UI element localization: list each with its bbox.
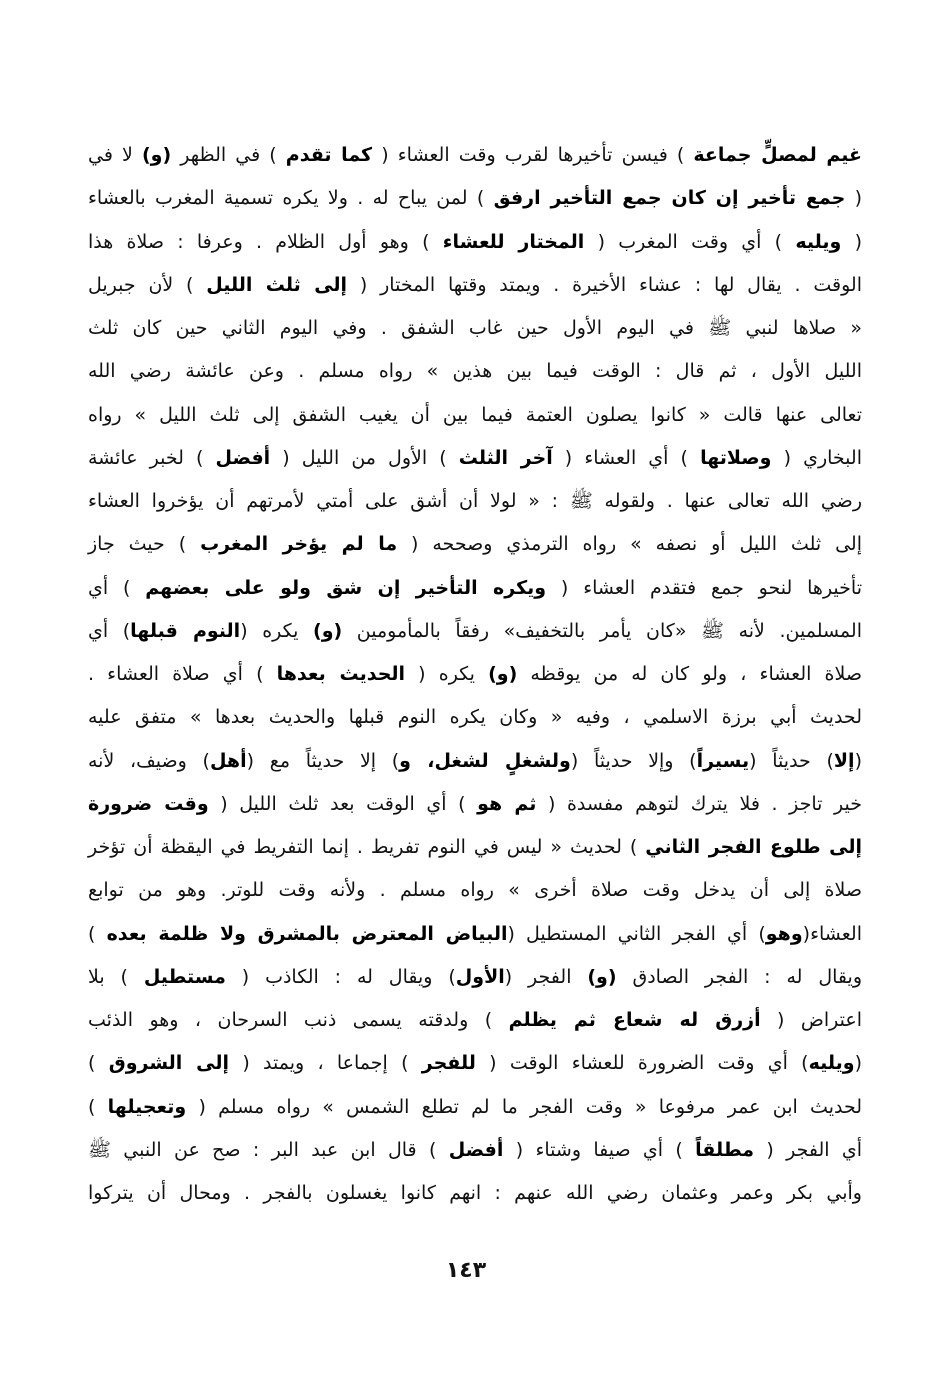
commentary-text: إلى ثلث الليل أو نصفه » رواه الترمذي وصححه ( (397, 533, 862, 556)
commentary-text: ( (854, 1052, 862, 1075)
text-line (88, 962, 862, 992)
text-line (88, 832, 862, 862)
bold-matn-text: البياض المعترض بالمشرق ولا ظلمة بعده (106, 922, 508, 945)
text-line (88, 702, 862, 732)
commentary-text: ) أي العشاء ( (552, 446, 701, 469)
commentary-text: أي الفجر ( (754, 1138, 863, 1161)
bold-matn-text: جمع تأخير إن كان جمع التأخير ارفق (493, 187, 846, 210)
commentary-text: « صلاها لنبي ﷺ في اليوم الأول حين غاب الشفق . وفي اليوم الثاني حين كان ثلث (88, 317, 862, 339)
text-line (88, 183, 862, 213)
commentary-text: خير تاجز . فلا يترك لتوهم مفسدة ( (536, 792, 862, 815)
commentary-text: ) حديثاً ( (749, 749, 834, 772)
commentary-text: ) أي صلاة العشاء . (88, 663, 277, 685)
commentary-text: ) أي صيفا وشتاء ( (503, 1138, 696, 1161)
bold-matn-text: ويكره التأخير إن شق ولو على بعضهم (145, 576, 547, 599)
commentary-text: الفجر ( (504, 965, 588, 988)
bold-matn-text: (و) (488, 663, 518, 685)
commentary-text: ) حيث جاز (88, 533, 201, 556)
commentary-text: تأخيرها لنحو جمع فتقدم العشاء ( (546, 576, 862, 599)
bold-matn-text: أزرق له شعاع ثم يظلم (508, 1009, 761, 1031)
commentary-text: ) أي (88, 619, 131, 642)
commentary-text: رضي الله تعالى عنها . ولقوله ﷺ : « لولا أن أشق على أمتي لأمرتهم أن يؤخروا العشاء (88, 490, 862, 512)
bold-matn-text: ثم هو (477, 792, 537, 815)
text-line (88, 270, 862, 300)
commentary-text: ( (845, 187, 862, 210)
text-line (88, 1005, 862, 1035)
bold-matn-text: ما لم يؤخر المغرب (200, 533, 398, 556)
text-line (88, 1092, 862, 1122)
commentary-text: ) أي وقت المغرب ( (584, 230, 796, 253)
text-line (88, 875, 862, 905)
text-line (88, 313, 862, 343)
commentary-text: ) أي (88, 576, 146, 599)
commentary-text: ) أي الفجر الثاني المستطيل ( (507, 922, 766, 945)
text-line (88, 746, 862, 776)
commentary-text: ) وضيف، لأنه (88, 749, 210, 772)
commentary-text: ) بلا (88, 965, 144, 988)
commentary-text: وأبي بكر وعمر وعثمان رضي الله عنهم : انهم كانوا يغسلون بالفجر . ومحال أن يتركوا (88, 1182, 862, 1204)
commentary-text: ) ولدقته يسمى ذنب السرحان ، وهو الذئب (88, 1009, 509, 1031)
text-line (88, 659, 862, 689)
text-line (88, 1178, 862, 1208)
bold-matn-text: وقت ضرورة (88, 792, 209, 815)
commentary-text: ) لمن يباح له . ولا يكره تسمية المغرب بالعشاء (88, 187, 494, 210)
commentary-text: ) (88, 1095, 108, 1118)
text-line (88, 919, 862, 949)
commentary-text: ) وهو أول الظلام . وعرفا : صلاة هذا (88, 230, 443, 253)
bold-matn-text: وتعجيلها (107, 1095, 187, 1118)
commentary-text: المسلمين. لأنه ﷺ «كان يأمر بالتخفيف» رفقاً بالمأمومين (342, 619, 862, 642)
commentary-text: ) إلا حديثاً مع ( (246, 749, 400, 772)
bold-matn-text: ويليه (808, 1052, 855, 1075)
text-line (88, 573, 862, 603)
bold-matn-text: (و) (587, 965, 617, 988)
bold-matn-text: مستطيل (143, 965, 226, 988)
commentary-text: ) إجماعا ، ويمتد ( (229, 1052, 422, 1075)
bold-matn-text: ويليه (795, 230, 842, 253)
commentary-text: ) أي وقت الضرورة للعشاء الوقت ( (475, 1052, 809, 1075)
bold-matn-text: مطلقاً (695, 1138, 755, 1161)
text-line (88, 140, 862, 170)
text-line (88, 1048, 862, 1078)
bold-matn-text: إلا (833, 749, 855, 772)
bold-matn-text: إلى الشروق (108, 1052, 230, 1075)
bold-matn-text: أفضل (448, 1138, 504, 1161)
commentary-text: ) فيسن تأخيرها لقرب وقت العشاء ( (372, 144, 694, 166)
bold-matn-text: للفجر (421, 1052, 476, 1075)
commentary-text: لحديث ابن عمر مرفوعا « وقت الفجر ما لم تطلع الشمس » رواه مسلم ( (186, 1095, 863, 1118)
commentary-text: تعالى عنها قالت « كانوا يصلون العتمة فيما بين أن يغيب الشفق إلى ثلث الليل » رواه (88, 403, 862, 426)
text-line (88, 616, 862, 646)
commentary-text: العشاء( (802, 922, 862, 945)
commentary-text: ) ويقال له : الكاذب ( (225, 965, 456, 988)
bold-matn-text: الأول (455, 965, 505, 988)
bold-matn-text: يسيراً (696, 749, 750, 772)
commentary-text: ( (841, 230, 862, 253)
bold-matn-text: وصلاتها (700, 446, 772, 469)
commentary-text: ) لخبر عائشة (88, 446, 216, 469)
bold-matn-text: كما تقدم (285, 144, 373, 166)
commentary-text: صلاة العشاء ، ولو كان له من يوقظه (517, 663, 862, 685)
commentary-text: ) (88, 922, 107, 945)
commentary-text: لا في (88, 144, 142, 166)
text-line (88, 1135, 862, 1165)
bold-matn-text: (و) (141, 144, 172, 166)
commentary-text: الوقت . يقال لها : عشاء الأخيرة . ويمتد وقتها المختار ( (347, 273, 862, 296)
commentary-text: لحديث أبي برزة الاسلمي ، وفيه « وكان يكره النوم قبلها والحديث بعدها » متفق عليه (88, 706, 862, 729)
commentary-text: يكره ( (240, 619, 314, 642)
bold-matn-text: آخر الثلث (458, 446, 553, 469)
text-line (88, 356, 862, 386)
commentary-text: ) لأن جبريل (88, 273, 207, 296)
bold-matn-text: وهو (765, 922, 803, 945)
commentary-text: يكره ( (405, 663, 489, 685)
text-line (88, 486, 862, 516)
commentary-text: ) قال ابن عبد البر : صح عن النبي ﷺ (88, 1138, 449, 1161)
text-line (88, 227, 862, 257)
commentary-text: ) أي الوقت بعد ثلث الليل ( (208, 792, 478, 815)
commentary-text: ) وإلا حديثاً ( (570, 749, 697, 772)
page-number: ١٤٣ (445, 1258, 487, 1283)
commentary-text: البخاري ( (771, 446, 862, 469)
bold-matn-text: أهل (209, 749, 247, 772)
text-line (88, 789, 862, 819)
commentary-text: صلاة إلى أن يدخل وقت صلاة أخرى » رواه مسلم . ولأنه وقت للوتر. وهو من توابع (88, 879, 862, 902)
bold-matn-text: إلى طلوع الفجر الثاني (645, 836, 862, 858)
bold-matn-text: النوم قبلها (130, 619, 241, 642)
bold-matn-text: المختار للعشاء (442, 230, 585, 253)
commentary-text: ) (88, 1052, 109, 1075)
bold-matn-text: الحديث بعدها (276, 663, 406, 685)
bold-matn-text: إلى ثلث الليل (206, 273, 348, 296)
commentary-text: ) لحديث « ليس في النوم تفريط . إنما التفريط في اليقظة أن تؤخر (88, 836, 646, 858)
commentary-text: ) الأول من الليل ( (270, 446, 459, 469)
commentary-text: ) في الظهر (171, 144, 286, 166)
bold-matn-text: أفضل (215, 446, 271, 469)
text-line (88, 443, 862, 473)
bold-matn-text: (و) (313, 619, 343, 642)
commentary-text: ( (854, 749, 862, 772)
bold-matn-text: ولشغلٍ لشغل، و (399, 749, 571, 772)
commentary-text: اعتراض ( (760, 1009, 862, 1031)
commentary-text: الليل الأول ، ثم قال : الوقت فيما بين هذين » رواه مسلم . وعن عائشة رضي الله (88, 360, 862, 383)
commentary-text: ويقال له : الفجر الصادق (616, 965, 862, 988)
text-line (88, 529, 862, 559)
text-line (88, 400, 862, 430)
bold-matn-text: غيم لمصلٍّ جماعة (693, 144, 863, 166)
